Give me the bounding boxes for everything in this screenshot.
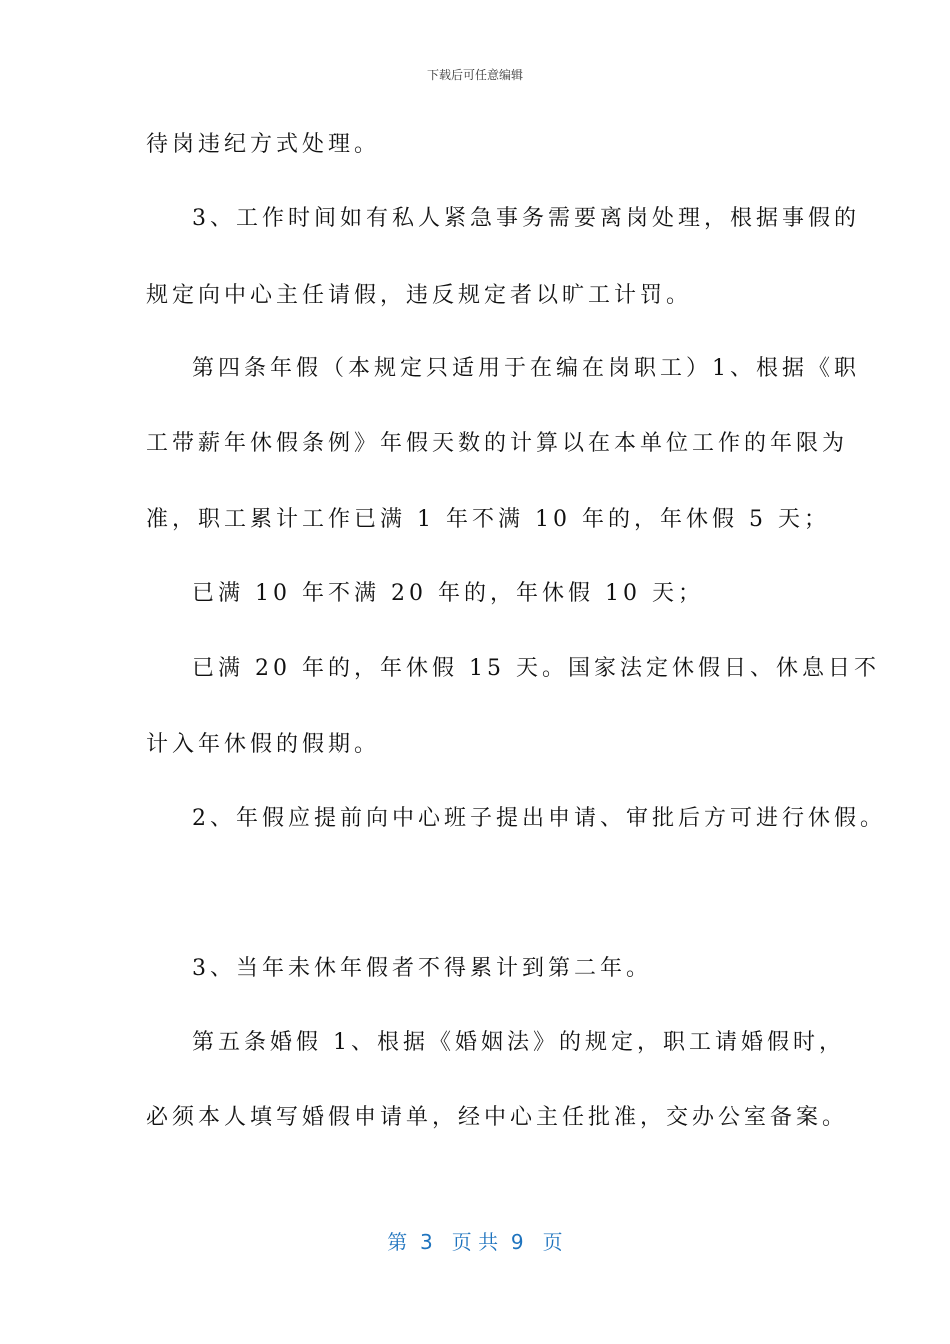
paragraph-line: 必须本人填写婚假申请单，经中心主任批准，交办公室备案。	[146, 1105, 849, 1130]
paragraph-line: 准，职工累计工作已满 1 年不满 10 年的，年休假 5 天；	[146, 507, 830, 532]
paragraph-line: 已满 20 年的，年休假 15 天。国家法定休假日、休息日不	[192, 656, 880, 681]
paragraph-line: 待岗违纪方式处理。	[146, 132, 381, 157]
paragraph-line: 工带薪年休假条例》年假天数的计算以在本单位工作的年限为	[146, 431, 849, 456]
paragraph-line: 3、当年未休年假者不得累计到第二年。	[192, 956, 652, 981]
paragraph-line: 计入年休假的假期。	[146, 732, 381, 757]
paragraph-line: 第五条婚假 1、根据《婚姻法》的规定，职工请婚假时，	[192, 1030, 845, 1055]
page-number-footer: 第 3 页 共 9 页	[387, 1230, 563, 1254]
paragraph-line: 第四条年假（本规定只适用于在编在岗职工）1、根据《职	[192, 356, 860, 381]
page-header: 下载后可任意编辑	[426, 68, 523, 82]
paragraph-line: 3、工作时间如有私人紧急事务需要离岗处理，根据事假的	[192, 206, 860, 231]
paragraph-line: 2、年假应提前向中心班子提出申请、审批后方可进行休假。	[192, 806, 886, 831]
paragraph-line: 已满 10 年不满 20 年的，年休假 10 天；	[192, 581, 704, 606]
paragraph-line: 规定向中心主任请假，违反规定者以旷工计罚。	[146, 283, 693, 308]
